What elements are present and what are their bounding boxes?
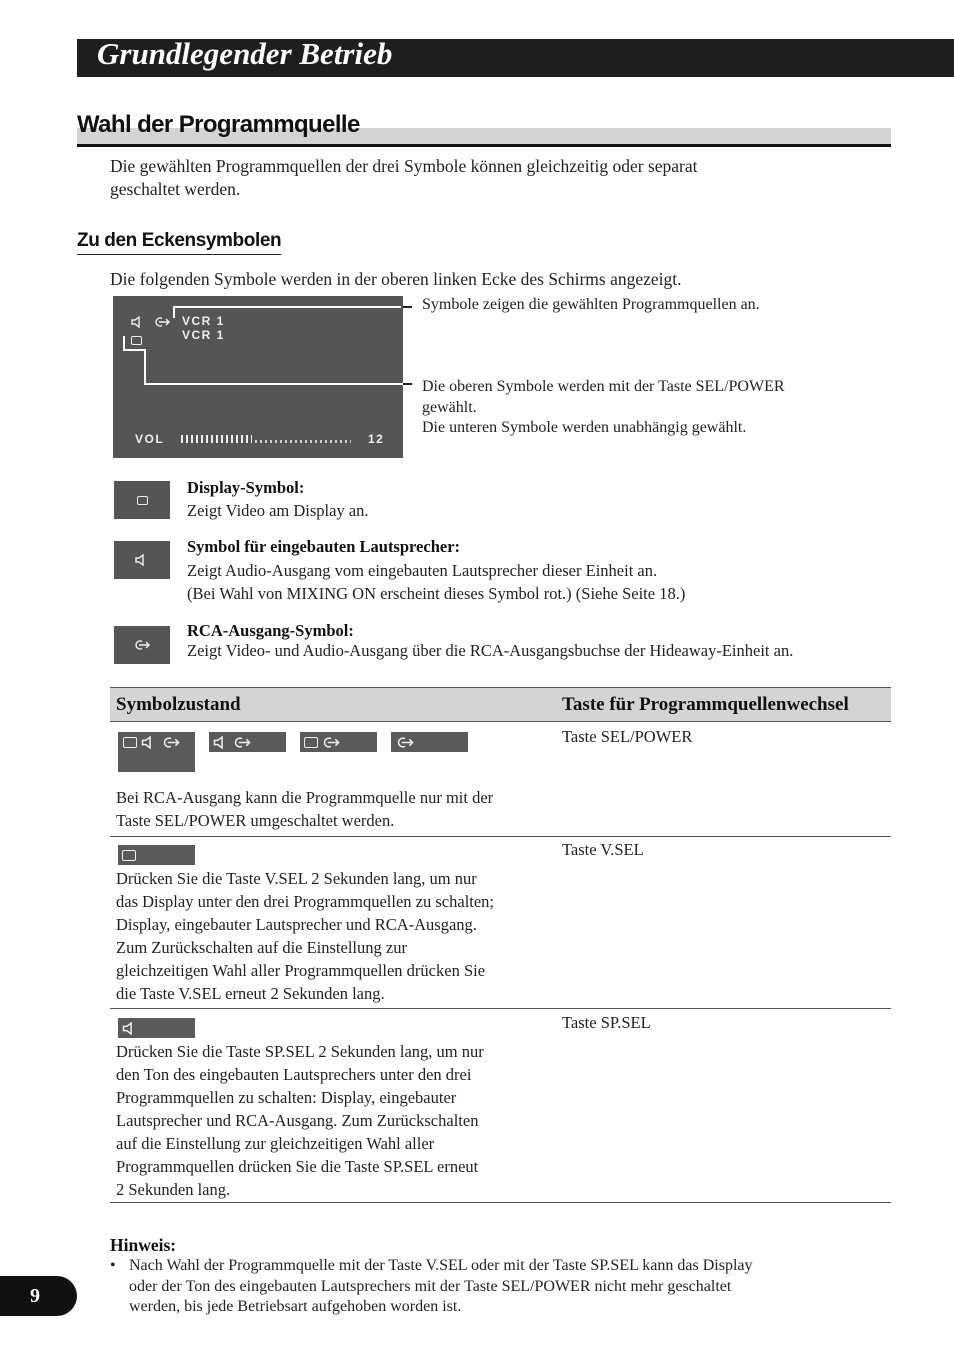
table-row-divider	[110, 836, 891, 837]
screen-illustration	[113, 296, 403, 458]
rca-output-icon	[133, 639, 151, 651]
vol-bar	[181, 435, 351, 443]
section-title: Wahl der Programmquelle	[77, 111, 360, 138]
callout-top: Symbole zeigen die gewählten Programmquellen an.	[422, 296, 760, 313]
bracket-top-tick	[173, 306, 175, 318]
vol-label: VOL	[135, 432, 165, 446]
rca-symbol-label: RCA-Ausgang-Symbol:	[187, 621, 354, 640]
display-icon	[122, 850, 136, 861]
section-intro: Die gewählten Programmquellen der drei Symbole können gleichzeitig oder separat geschaltet werden.	[110, 156, 698, 199]
speaker-icon	[131, 316, 145, 328]
rca-output-icon	[395, 736, 415, 749]
bracket-top-line	[173, 306, 401, 308]
rca-output-icon	[161, 736, 181, 749]
state-chip-all	[118, 732, 195, 772]
state-chip-display-rca	[300, 732, 377, 752]
bracket-bottom-left	[123, 336, 125, 350]
state-chip-speaker	[118, 1018, 195, 1038]
rca-output-icon	[321, 736, 341, 749]
note-bullet: •	[110, 1257, 116, 1274]
note-title: Hinweis:	[110, 1235, 177, 1255]
state-chip-rca	[391, 732, 468, 752]
row-2-desc: Drücken Sie die Taste V.SEL 2 Sekunden lang, um nur das Display unter den drei Programmquellen zu schalten; Display, eingebauter Lautsprecher und RCA-Ausgang. Zum Zurückschalten auf die Einstellung zur gleichzeitigen Wahl aller Programmquellen drücken Sie die Taste V.SEL erneut 2 Sekunden lang.	[116, 869, 495, 1003]
bracket-bottom-base	[123, 349, 146, 351]
state-chip-display	[118, 845, 195, 865]
display-icon	[131, 332, 142, 350]
page-header-title: Grundlegender Betrieb	[97, 36, 393, 71]
row-1-key: Taste SEL/POWER	[562, 727, 693, 746]
rca-symbol-desc: Zeigt Video- und Audio-Ausgang über die RCA-Ausgangsbuchse der Hideaway-Einheit an.	[187, 641, 794, 660]
screen-source-top: VCR 1	[182, 314, 225, 328]
speaker-symbol-label: Symbol für eingebauten Lautsprecher:	[187, 537, 461, 556]
table-header-state: Symbolzustand	[116, 694, 241, 715]
top-icon-row	[131, 316, 171, 328]
speaker-icon	[141, 736, 157, 749]
rca-output-icon	[232, 736, 252, 749]
table-bottom-rule	[110, 1202, 891, 1203]
page-number: 9	[30, 1285, 40, 1307]
vol-bar-remaining	[255, 440, 351, 443]
vol-value: 12	[368, 432, 385, 446]
row-2-key: Taste V.SEL	[562, 840, 644, 859]
note-text: Nach Wahl der Programmquelle mit der Taste V.SEL oder mit der Taste SP.SEL kann das Display oder der Ton des eingebauten Lautsprechers mit der Taste SEL/POWER nicht mehr geschaltet werden, bis jede Betriebsart aufgehoben worden ist.	[129, 1257, 753, 1315]
rca-symbol-box	[114, 626, 170, 664]
rca-output-icon	[153, 316, 171, 328]
speaker-icon	[213, 736, 229, 749]
display-icon	[304, 737, 318, 748]
speaker-symbol-desc: Zeigt Audio-Ausgang vom eingebauten Lautsprecher dieser Einheit an. (Bei Wahl von MIXING ON erscheint dieses Symbol rot.) (Siehe Seite 18.)	[187, 561, 686, 603]
row-1-desc: Bei RCA-Ausgang kann die Programmquelle nur mit der Taste SEL/POWER umgeschaltet werden.	[116, 788, 494, 830]
bracket-bottom-line	[144, 383, 406, 385]
bracket-bottom-stem	[144, 349, 146, 384]
display-symbol-desc: Zeigt Video am Display an.	[187, 501, 369, 520]
callout-connector-top	[403, 306, 412, 308]
display-icon	[137, 496, 148, 505]
subsection-intro: Die folgenden Symbole werden in der oberen linken Ecke des Schirms angezeigt.	[110, 269, 682, 289]
section-title-rule	[77, 144, 891, 147]
row-3-key: Taste SP.SEL	[562, 1013, 651, 1032]
display-icon	[123, 737, 137, 748]
table-row-divider	[110, 1008, 891, 1009]
table-header-key: Taste für Programmquellenwechsel	[562, 694, 849, 715]
screen-source-bottom: VCR 1	[182, 328, 225, 342]
callout-bottom: Die oberen Symbole werden mit der Taste SEL/POWER gewählt. Die unteren Symbole werden unabhängig gewählt.	[422, 378, 785, 436]
row-3-desc: Drücken Sie die Taste SP.SEL 2 Sekunden lang, um nur den Ton des eingebauten Lautsprechers unter den drei Programmquellen zu schalten: Display, eingebauter Lautsprecher und RCA-Ausgang. Zum Zurückschalten auf die Einstellung zur gleichzeitigen Wahl aller Programmquellen drücken Sie die Taste SP.SEL erneut 2 Sekunden lang.	[116, 1042, 484, 1199]
display-symbol-box	[114, 481, 170, 519]
callout-connector-bottom	[403, 383, 412, 385]
display-symbol-label: Display-Symbol:	[187, 478, 305, 497]
state-chip-speaker-rca	[209, 732, 286, 752]
speaker-icon	[122, 1022, 138, 1035]
speaker-symbol-box	[114, 541, 170, 579]
vol-bar-fill	[181, 435, 252, 443]
subsection-title: Zu den Eckensymbolen	[77, 230, 281, 255]
speaker-icon	[135, 554, 149, 566]
